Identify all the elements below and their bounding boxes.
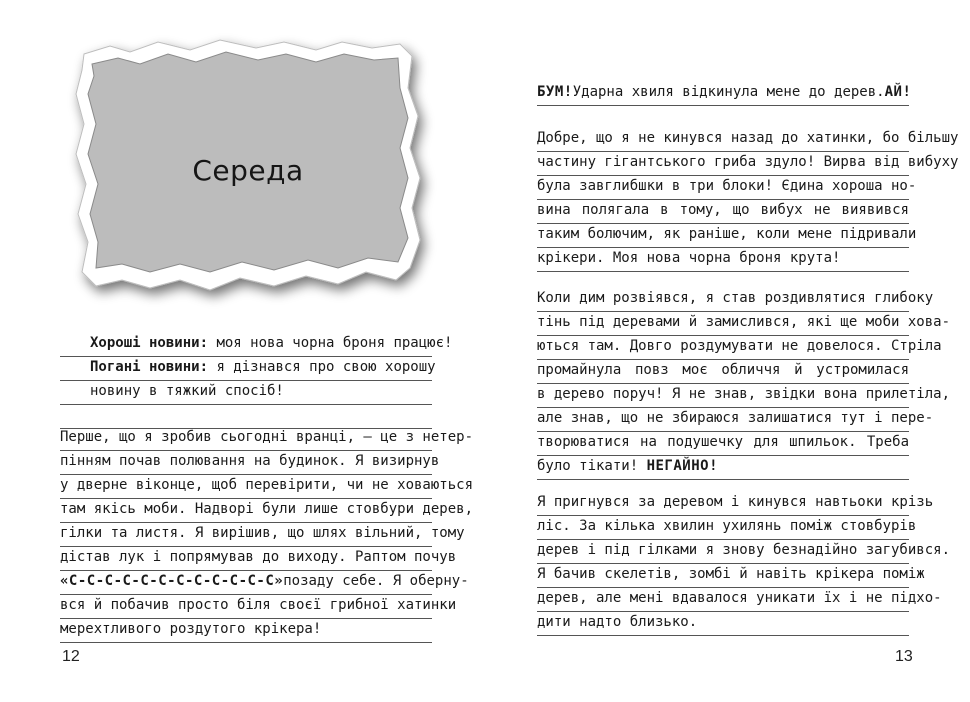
bad-news-label: Погані новини: [90, 359, 209, 375]
intro-line [537, 82, 912, 106]
news-block [60, 333, 453, 429]
urgent-text: НЕГАЙНО! [646, 458, 719, 474]
paragraph-line: дістав лук і попрямував до виходу. Раптом почув [60, 547, 432, 571]
right-paragraph-2 [537, 288, 951, 480]
paragraph-line: крікери. Моя нова чорна броня крута! [537, 248, 909, 272]
left-paragraph [60, 427, 474, 643]
paragraph-line: мерехтливого роздутого крікера! [60, 619, 432, 643]
paragraph-line [60, 571, 469, 595]
bad-news-text-2: новину в тяжкий спосіб! [90, 383, 284, 399]
paragraph-fragment: позаду себе. Я оберну- [283, 573, 469, 589]
paragraph-line: у дверне віконце, щоб перевірити, чи не ховаються [60, 475, 432, 499]
paragraph-line: була завглибшки в три блоки! Єдина хороша но- [537, 176, 909, 200]
paragraph-line: пінням почав полювання на будинок. Я визирнув [60, 451, 432, 475]
paragraph-line: Я бачив скелетів, зомбі й навіть крікера поміж [537, 564, 909, 588]
paragraph-line: Коли дим розвіявся, я став роздивлятися глибоку [537, 288, 909, 312]
paragraph-line: ються там. Довго роздумувати не довелося. Стріла [537, 336, 909, 360]
right-paragraph-3 [537, 492, 951, 636]
hiss-sound-text: «С-С-С-С-С-С-С-С-С-С-С-С» [60, 573, 284, 589]
paragraph-line: там якісь моби. Надворі були лише стовбури дерев, [60, 499, 432, 523]
page-number: 13 [895, 648, 913, 665]
paragraph-line: промайнула повз моє обличчя й устромилася [537, 360, 909, 384]
ouch-text: АЙ! [884, 84, 912, 100]
chapter-heading: Середа [192, 154, 304, 187]
paragraph-line: Перше, що я зробив сьогодні вранці, — це з нетер- [60, 427, 432, 451]
good-news-text: моя нова чорна броня працює! [208, 335, 453, 351]
paragraph-line: ліс. За кілька хвилин ухилянь поміж стовбурів [537, 516, 909, 540]
paragraph-line: тінь під деревами й замислився, які ще моби хова- [537, 312, 909, 336]
paragraph-fragment: було тікати! [537, 458, 647, 474]
paragraph-line [537, 456, 909, 480]
paragraph-line: таким болючим, як раніше, коли мене підривали [537, 224, 909, 248]
intro-middle-text: Ударна хвиля відкинула мене до дерев. [572, 84, 885, 100]
ruled-line [60, 405, 432, 429]
bad-news-line-2 [60, 381, 432, 405]
paragraph-line: вина полягала в тому, що вибух не виявився [537, 200, 909, 224]
paragraph-line: Я пригнувся за деревом і кинувся навтьоки крізь [537, 492, 909, 516]
paragraph-line: гілки та листя. Я вирішив, що шлях вільний, тому [60, 523, 432, 547]
paragraph-line: дити надто близько. [537, 612, 909, 636]
paragraph-line: дерев, але мені вдавалося уникати їх і не підхо- [537, 588, 909, 612]
right-paragraph-1 [537, 128, 959, 272]
paragraph-line: вся й побачив просто біля своєї грибної хатинки [60, 595, 432, 619]
bad-news-line [60, 357, 436, 381]
paragraph-line: в дерево поруч! Я не знав, звідки вона прилетіла, [537, 384, 909, 408]
boom-text: БУМ! [537, 84, 573, 100]
good-news-line [60, 333, 453, 357]
paragraph-line: але знав, що не збираюся залишатися тут і пере- [537, 408, 909, 432]
paragraph-line: творюватися на подушечку для шпильок. Треба [537, 432, 909, 456]
right-page [485, 0, 970, 702]
paragraph-line: частину гігантського гриба здуло! Вирва від вибуху [537, 152, 909, 176]
intro-sentence [537, 82, 912, 106]
torn-paper-title-card [70, 36, 426, 304]
paragraph-line: дерев і під гілками я знову безнадійно загубився. [537, 540, 909, 564]
paragraph-line: Добре, що я не кинувся назад до хатинки, бо більшу [537, 128, 909, 152]
page-number: 12 [62, 648, 80, 665]
good-news-label: Хороші новини: [90, 335, 209, 351]
bad-news-text: я дізнався про свою хорошу [208, 359, 436, 375]
